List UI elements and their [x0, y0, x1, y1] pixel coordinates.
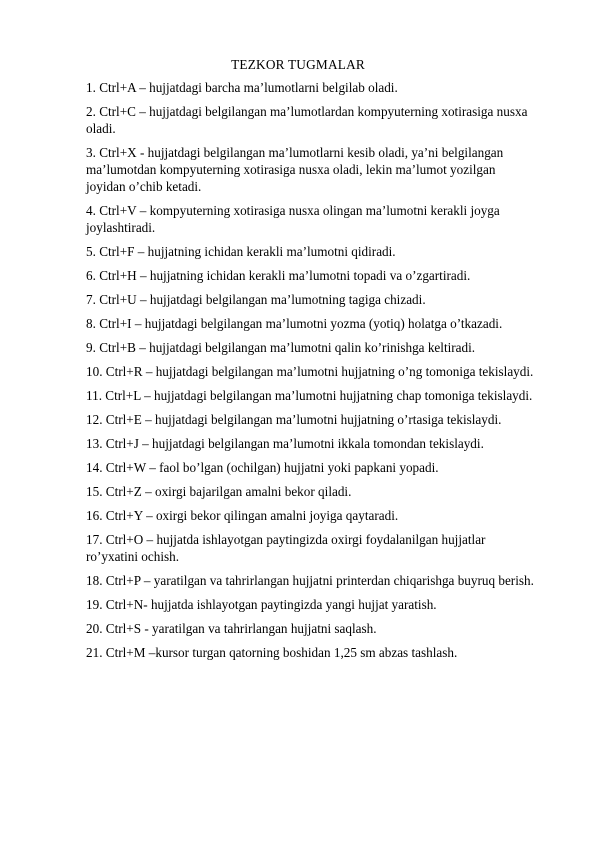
list-item: 21. Ctrl+M –kursor turgan qatorning boshidan 1,25 sm abzas tashlash. — [86, 645, 458, 660]
list-item: 13. Ctrl+J – hujjatdagi belgilangan ma’lumotni ikkala tomondan tekislaydi. — [86, 436, 484, 451]
list-item: 1. Ctrl+A – hujjatdagi barcha ma’lumotlarni belgilab oladi. — [86, 80, 398, 95]
list-item: 18. Ctrl+P – yaratilgan va tahrirlangan hujjatni printerdan chiqarishga buyruq berish. — [86, 573, 534, 588]
list-item: 14. Ctrl+W – faol bo’lgan (ochilgan) hujjatni yoki papkani yopadi. — [86, 460, 439, 475]
list-item: 5. Ctrl+F – hujjatning ichidan kerakli ma’lumotni qidiradi. — [86, 244, 396, 259]
list-item: 8. Ctrl+I – hujjatdagi belgilangan ma’lumotni yozma (yotiq) holatga o’tkazadi. — [86, 316, 503, 331]
list-item: 6. Ctrl+H – hujjatning ichidan kerakli ma’lumotni topadi va o’zgartiradi. — [86, 268, 471, 283]
list-item: 17. Ctrl+O – hujjatda ishlayotgan paytingizda oxirgi foydalanilgan hujjatlar ro’yxatini ochish. — [86, 532, 486, 564]
list-item: 10. Ctrl+R – hujjatdagi belgilangan ma’lumotni hujjatning o’ng tomoniga tekislaydi. — [86, 364, 534, 379]
list-item: 7. Ctrl+U – hujjatdagi belgilangan ma’lumotning tagiga chizadi. — [86, 292, 426, 307]
list-item: 20. Ctrl+S - yaratilgan va tahrirlangan hujjatni saqlash. — [86, 621, 377, 636]
shortcut-list — [86, 79, 538, 668]
list-item: 4. Ctrl+V – kompyuterning xotirasiga nusxa olingan ma’lumotni kerakli joyga joylashtiradi. — [86, 203, 500, 235]
list-item: 9. Ctrl+B – hujjatdagi belgilangan ma’lumotni qalin ko’rinishga keltiradi. — [86, 340, 476, 355]
list-item: 19. Ctrl+N- hujjatda ishlayotgan paytingizda yangi hujjat yaratish. — [86, 597, 437, 612]
list-item: 2. Ctrl+C – hujjatdagi belgilangan ma’lumotlardan kompyuterning xotirasiga nusxa oladi. — [86, 104, 528, 136]
list-item: 11. Ctrl+L – hujjatdagi belgilangan ma’lumotni hujjatning chap tomoniga tekislaydi. — [86, 388, 533, 403]
document-title: TEZKOR TUGMALAR — [231, 57, 365, 72]
list-item: 12. Ctrl+E – hujjatdagi belgilangan ma’lumotni hujjatning o’rtasiga tekislaydi. — [86, 412, 502, 427]
list-item: 15. Ctrl+Z – oxirgi bajarilgan amalni bekor qiladi. — [86, 484, 352, 499]
list-item: 16. Ctrl+Y – oxirgi bekor qilingan amalni joyiga qaytaradi. — [86, 508, 399, 523]
list-item: 3. Ctrl+X - hujjatdagi belgilangan ma’lumotlarni kesib oladi, ya’ni belgilangan ma’lumotdan kompyuterning xotirasiga nusxa oladi, lekin ma’lumot yozilgan joyidan o’chib ketadi. — [86, 145, 504, 194]
